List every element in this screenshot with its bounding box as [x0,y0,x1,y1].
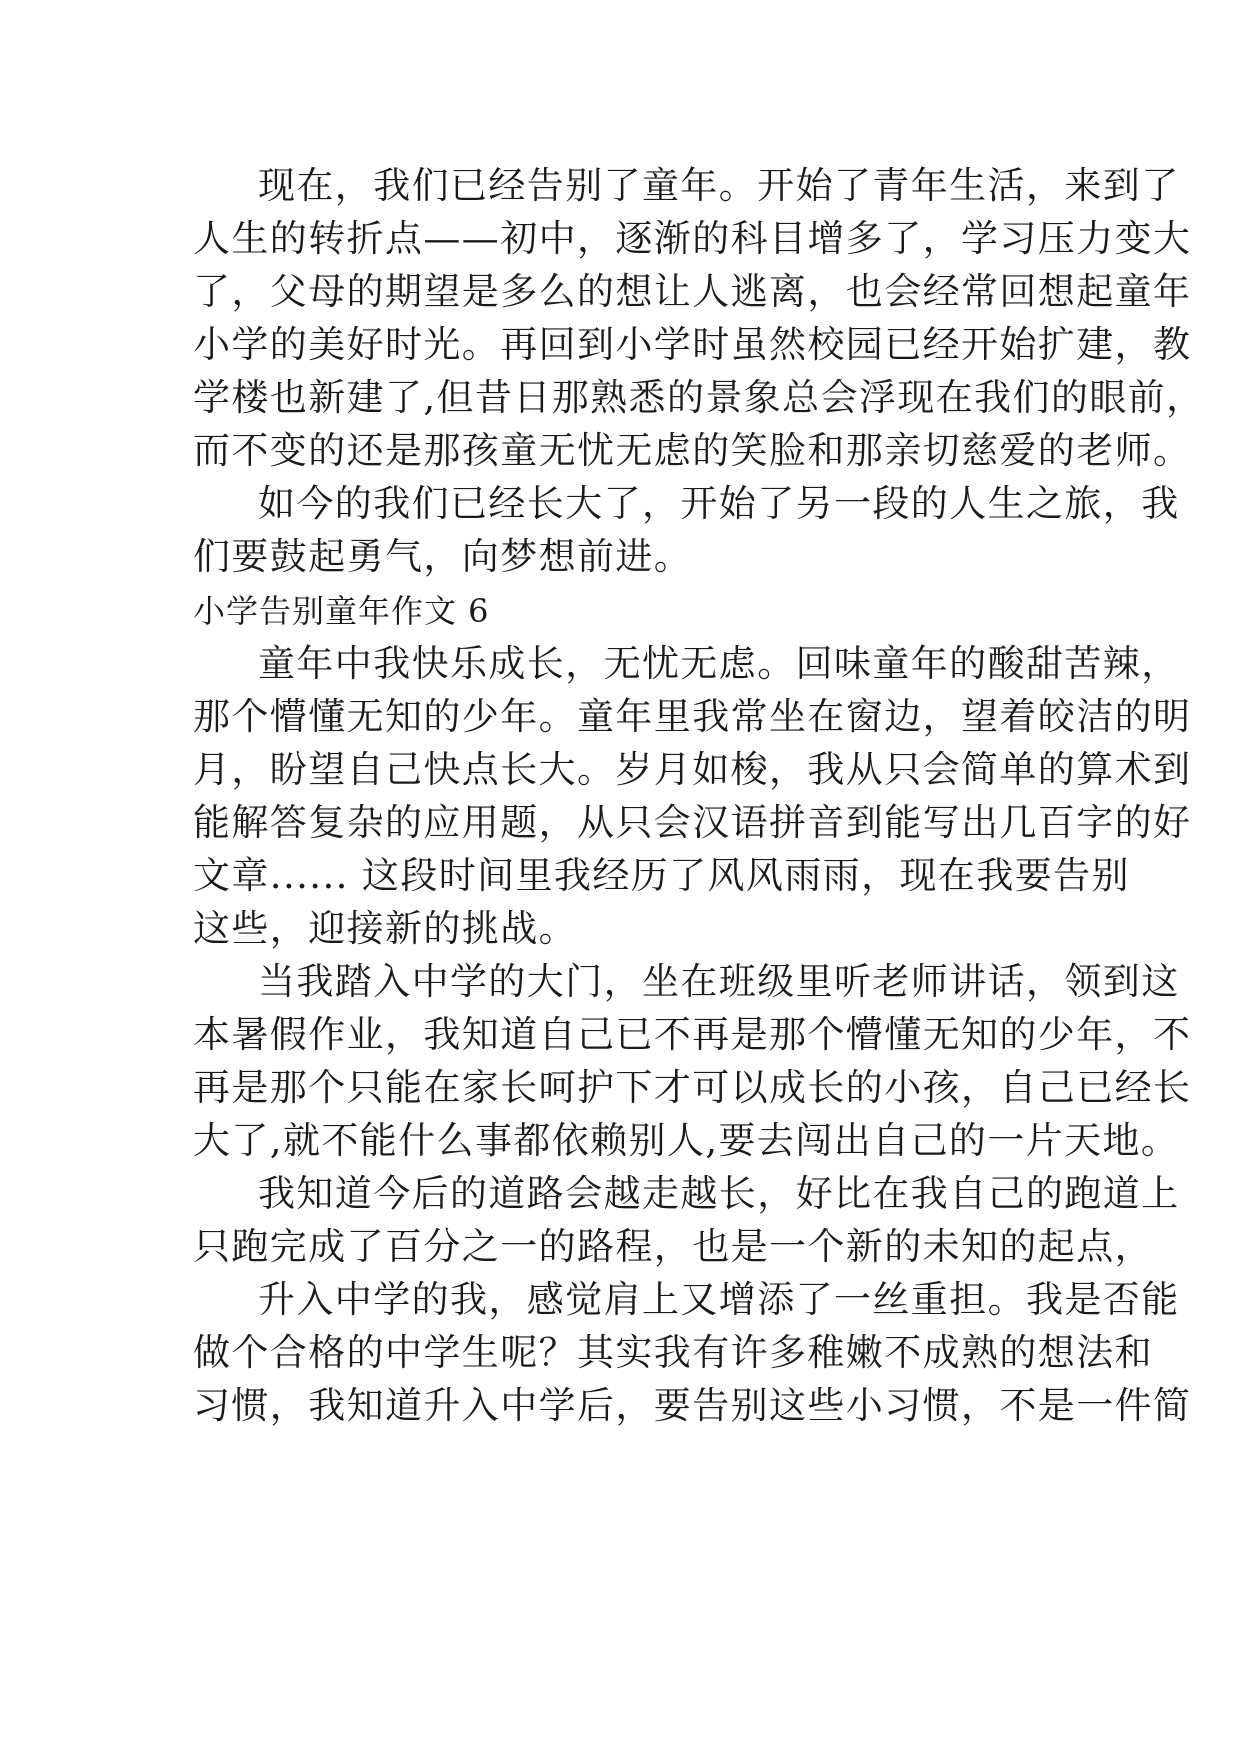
section-heading: 小学告别童年作文 6 [193,592,490,630]
text-line: 如今的我们已经长大了，开始了另一段的人生之旅，我 [258,482,1180,525]
text-line: 人生的转折点——初中，逐渐的科目增多了，学习压力变大 [193,217,1192,260]
text-line: 童年中我快乐成长，无忧无虑。回味童年的酸甜苦辣， [258,642,1180,685]
text-line: 我知道今后的道路会越走越长，好比在我自己的跑道上 [258,1172,1180,1215]
text-line: 了，父母的期望是多么的想让人逃离，也会经常回想起童年 [193,270,1192,313]
text-line: 习惯，我知道升入中学后，要告别这些小习惯，不是一件简 [193,1384,1192,1427]
text-line: 本暑假作业，我知道自己已不再是那个懵懂无知的少年，不 [193,1013,1192,1056]
text-line: 小学的美好时光。再回到小学时虽然校园已经开始扩建，教 [193,323,1192,366]
text-line: 再是那个只能在家长呵护下才可以成长的小孩，自己已经长 [193,1066,1192,1109]
text-line: 那个懵懂无知的少年。童年里我常坐在窗边，望着皎洁的明 [193,695,1192,738]
text-line: 大了,就不能什么事都依赖别人,要去闯出自己的一片天地。 [193,1119,1180,1162]
text-line: 们要鼓起勇气，向梦想前进。 [193,535,693,578]
text-line: 升入中学的我，感觉肩上又增添了一丝重担。我是否能 [258,1278,1180,1321]
text-line: 学楼也新建了,但昔日那熟悉的景象总会浮现在我们的眼前， [193,376,1205,419]
text-line: 做个合格的中学生呢？其实我有许多稚嫩不成熟的想法和 [193,1331,1153,1374]
text-line: 当我踏入中学的大门，坐在班级里听老师讲话，领到这 [258,960,1180,1003]
text-line: 文章...... 这段时间里我经历了风风雨雨，现在我要告别 [193,854,1130,897]
text-line: 月，盼望自己快点长大。岁月如梭，我从只会简单的算术到 [193,748,1192,791]
text-line: 能解答复杂的应用题，从只会汉语拼音到能写出几百字的好 [193,801,1192,844]
text-line: 而不变的还是那孩童无忧无虑的笑脸和那亲切慈爱的老师。 [193,429,1192,472]
text-line: 这些，迎接新的挑战。 [193,907,577,950]
text-line: 只跑完成了百分之一的路程，也是一个新的未知的起点， [193,1225,1153,1268]
text-line: 现在，我们已经告别了童年。开始了青年生活，来到了 [258,164,1180,207]
